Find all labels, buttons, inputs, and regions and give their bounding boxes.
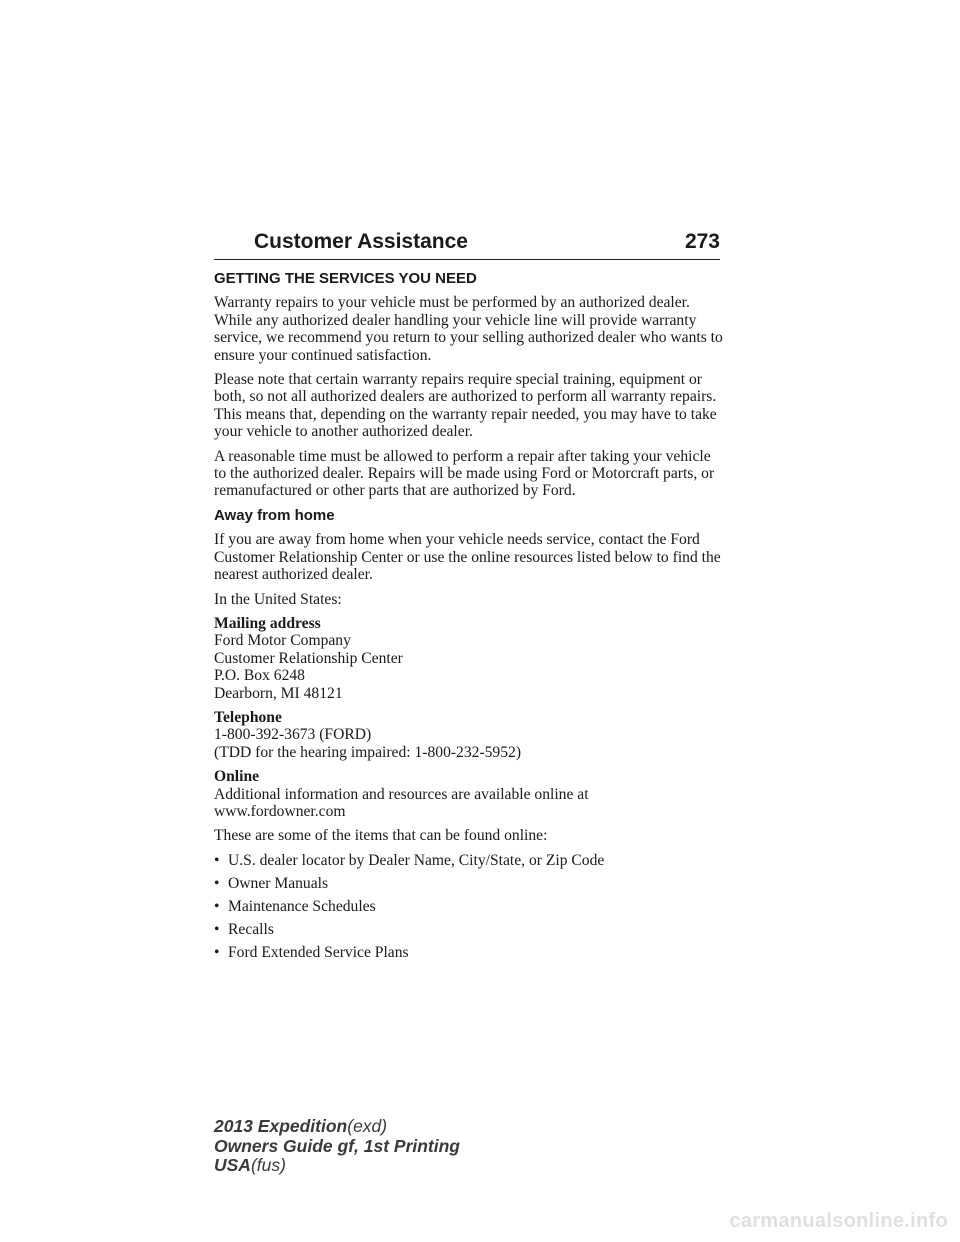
bullet-icon: • [214,874,220,892]
list-item [214,921,724,938]
bullet-icon: • [214,920,220,938]
list-item-text: Maintenance Schedules [228,897,376,915]
footer-line-2: Owners Guide gf, 1st Printing [214,1135,460,1156]
list-item-text: Recalls [228,920,274,938]
list-item-text: Ford Extended Service Plans [228,943,409,961]
mailing-line: Ford Motor Company [214,632,351,650]
bullet-icon: • [214,943,220,961]
paragraph-reasonable-time: A reasonable time must be allowed to perform a repair after taking your vehicle to the authorized dealer. Repairs will be made using Ford or Motorcraft parts, or remanufactured or other parts that are authorized by Ford. [214,447,715,500]
away-from-home-heading: Away from home [214,506,335,524]
telephone-line: (TDD for the hearing impaired: 1-800-232-5952) [214,743,522,761]
footer-market-code: (fus) [250,1155,286,1175]
items-intro: These are some of the items that can be found online: [214,827,548,845]
list-item [214,875,724,892]
paragraph-away-intro: If you are away from home when your vehicle needs service, contact the Ford Customer Relationship Center or use the online resources listed below to find the nearest authorized dealer. [214,531,721,584]
watermark-text: carmanualsonline.info [729,1210,948,1232]
section-heading: GETTING THE SERVICES YOU NEED [214,270,477,287]
list-item [214,898,724,915]
bullet-icon: • [214,897,220,915]
online-items-list [214,852,724,961]
footer-line-1 [214,1117,460,1137]
online-title: Online [214,768,260,786]
mailing-line: Customer Relationship Center [214,649,403,667]
united-states-label: In the United States: [214,590,342,608]
online-line: Additional information and resources are available online at [214,785,589,803]
footer-model-code: (exd) [347,1116,388,1136]
page-header [214,229,720,260]
footer-model: 2013 Expedition [214,1116,348,1136]
list-item-text: U.S. dealer locator by Dealer Name, City/State, or Zip Code [228,851,605,869]
page-number: 273 [684,230,720,253]
paragraph-special-training: Please note that certain warranty repairs require special training, equipment or both, so not all authorized dealers are authorized to perform all warranty repairs. This means that, depending on the warranty repair needed, you may have to take your vehicle to another authorized dealer. [214,371,717,441]
mailing-line: P.O. Box 6248 [214,667,305,685]
list-item [214,944,724,961]
online-url: www.fordowner.com [214,802,346,820]
telephone-title: Telephone [214,708,282,726]
telephone-line: 1-800-392-3673 (FORD) [214,726,372,744]
mailing-address-block [214,615,724,702]
mailing-address-title: Mailing address [214,614,321,632]
paragraph-warranty-repairs: Warranty repairs to your vehicle must be performed by an authorized dealer. While any authorized dealer handling your vehicle line will provide warranty service, we recommend you return to your selling authorized dealer who wants to ensure your continued satisfaction. [214,294,723,364]
footer-line-3 [214,1156,460,1176]
bullet-icon: • [214,851,220,869]
telephone-block [214,709,724,761]
page-content [214,270,724,967]
print-footer [214,1117,460,1176]
mailing-line: Dearborn, MI 48121 [214,684,343,702]
list-item [214,852,724,869]
online-block [214,768,724,820]
footer-market: USA [214,1155,251,1175]
chapter-title: Customer Assistance [254,230,468,253]
list-item-text: Owner Manuals [228,874,329,892]
